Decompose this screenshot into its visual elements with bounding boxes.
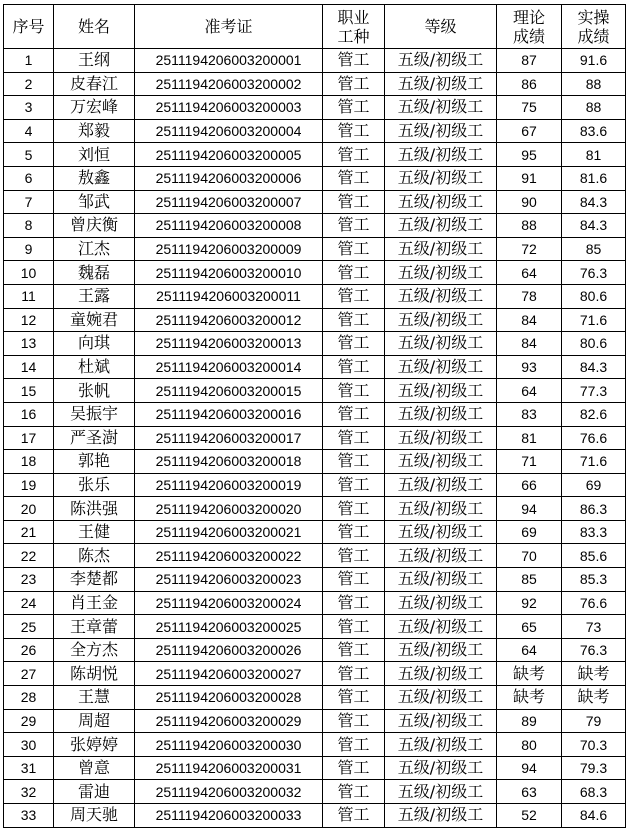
cell-level: 五级/初级工 — [385, 190, 497, 214]
table-row — [4, 591, 626, 615]
cell-name: 皮春江 — [54, 72, 135, 96]
cell-seq: 28 — [4, 686, 54, 710]
table-row — [4, 638, 626, 662]
table-row — [4, 568, 626, 592]
table-row — [4, 355, 626, 379]
cell-name: 陈杰 — [54, 544, 135, 568]
cell-job: 管工 — [323, 756, 385, 780]
cell-job: 管工 — [323, 544, 385, 568]
table-row — [4, 308, 626, 332]
table-row — [4, 497, 626, 521]
cell-ticket: 2511194206003200020 — [135, 497, 323, 521]
header-ticket: 准考证 — [135, 5, 323, 49]
cell-level: 五级/初级工 — [385, 166, 497, 190]
cell-job: 管工 — [323, 450, 385, 474]
cell-practice: 85.3 — [562, 568, 626, 592]
cell-level: 五级/初级工 — [385, 72, 497, 96]
cell-job: 管工 — [323, 166, 385, 190]
cell-theory: 78 — [497, 284, 562, 308]
cell-job: 管工 — [323, 96, 385, 120]
cell-theory: 65 — [497, 615, 562, 639]
cell-level: 五级/初级工 — [385, 780, 497, 804]
cell-level: 五级/初级工 — [385, 686, 497, 710]
cell-seq: 31 — [4, 756, 54, 780]
cell-ticket: 2511194206003200023 — [135, 568, 323, 592]
cell-job: 管工 — [323, 214, 385, 238]
header-practice — [562, 5, 626, 49]
cell-ticket: 2511194206003200004 — [135, 119, 323, 143]
table-row — [4, 379, 626, 403]
cell-seq: 32 — [4, 780, 54, 804]
cell-theory: 89 — [497, 709, 562, 733]
cell-level: 五级/初级工 — [385, 709, 497, 733]
cell-ticket: 2511194206003200033 — [135, 804, 323, 828]
cell-job: 管工 — [323, 733, 385, 757]
cell-ticket: 2511194206003200009 — [135, 237, 323, 261]
cell-name: 全方杰 — [54, 638, 135, 662]
table-row — [4, 166, 626, 190]
cell-job: 管工 — [323, 638, 385, 662]
cell-name: 王章蕾 — [54, 615, 135, 639]
cell-theory: 87 — [497, 49, 562, 73]
cell-seq: 18 — [4, 450, 54, 474]
cell-level: 五级/初级工 — [385, 119, 497, 143]
cell-job: 管工 — [323, 355, 385, 379]
cell-ticket: 2511194206003200002 — [135, 72, 323, 96]
cell-level: 五级/初级工 — [385, 450, 497, 474]
cell-seq: 22 — [4, 544, 54, 568]
cell-ticket: 2511194206003200012 — [135, 308, 323, 332]
cell-name: 邹武 — [54, 190, 135, 214]
cell-name: 肖王金 — [54, 591, 135, 615]
cell-theory: 63 — [497, 780, 562, 804]
cell-seq: 23 — [4, 568, 54, 592]
table-body — [4, 49, 626, 828]
cell-ticket: 2511194206003200030 — [135, 733, 323, 757]
cell-name: 王慧 — [54, 686, 135, 710]
cell-seq: 30 — [4, 733, 54, 757]
table-row — [4, 780, 626, 804]
cell-level: 五级/初级工 — [385, 520, 497, 544]
cell-seq: 11 — [4, 284, 54, 308]
cell-name: 刘恒 — [54, 143, 135, 167]
cell-ticket: 2511194206003200027 — [135, 662, 323, 686]
cell-level: 五级/初级工 — [385, 591, 497, 615]
table-row — [4, 450, 626, 474]
cell-theory: 84 — [497, 332, 562, 356]
header-job — [323, 5, 385, 49]
table-row — [4, 49, 626, 73]
cell-practice: 84.3 — [562, 190, 626, 214]
cell-practice: 80.6 — [562, 332, 626, 356]
cell-seq: 25 — [4, 615, 54, 639]
cell-theory: 83 — [497, 402, 562, 426]
table-header — [4, 5, 626, 49]
cell-ticket: 2511194206003200006 — [135, 166, 323, 190]
cell-practice: 81 — [562, 143, 626, 167]
cell-theory: 95 — [497, 143, 562, 167]
cell-seq: 19 — [4, 473, 54, 497]
cell-level: 五级/初级工 — [385, 638, 497, 662]
cell-ticket: 2511194206003200010 — [135, 261, 323, 285]
header-level: 等级 — [385, 5, 497, 49]
cell-practice: 88 — [562, 96, 626, 120]
cell-practice: 68.3 — [562, 780, 626, 804]
cell-practice: 69 — [562, 473, 626, 497]
cell-name: 李楚都 — [54, 568, 135, 592]
cell-practice: 84.6 — [562, 804, 626, 828]
cell-seq: 27 — [4, 662, 54, 686]
cell-name: 严圣澍 — [54, 426, 135, 450]
cell-level: 五级/初级工 — [385, 284, 497, 308]
cell-practice: 77.3 — [562, 379, 626, 403]
table-row — [4, 96, 626, 120]
table-row — [4, 237, 626, 261]
header-practice-line2: 成绩 — [577, 26, 610, 46]
cell-level: 五级/初级工 — [385, 804, 497, 828]
cell-theory: 75 — [497, 96, 562, 120]
cell-ticket: 2511194206003200028 — [135, 686, 323, 710]
cell-ticket: 2511194206003200032 — [135, 780, 323, 804]
header-theory-line2: 成绩 — [512, 26, 545, 46]
cell-level: 五级/初级工 — [385, 544, 497, 568]
cell-seq: 5 — [4, 143, 54, 167]
table-row — [4, 709, 626, 733]
cell-theory: 94 — [497, 756, 562, 780]
cell-seq: 21 — [4, 520, 54, 544]
cell-theory: 92 — [497, 591, 562, 615]
cell-seq: 9 — [4, 237, 54, 261]
table-row — [4, 284, 626, 308]
cell-theory: 67 — [497, 119, 562, 143]
cell-ticket: 2511194206003200021 — [135, 520, 323, 544]
cell-ticket: 2511194206003200016 — [135, 402, 323, 426]
header-job-line1: 职业 — [337, 7, 370, 27]
cell-level: 五级/初级工 — [385, 568, 497, 592]
table-row — [4, 426, 626, 450]
header-theory — [497, 5, 562, 49]
cell-ticket: 2511194206003200026 — [135, 638, 323, 662]
cell-job: 管工 — [323, 662, 385, 686]
cell-name: 曾意 — [54, 756, 135, 780]
cell-job: 管工 — [323, 686, 385, 710]
cell-name: 陈洪强 — [54, 497, 135, 521]
cell-ticket: 2511194206003200007 — [135, 190, 323, 214]
cell-job: 管工 — [323, 72, 385, 96]
cell-job: 管工 — [323, 261, 385, 285]
cell-practice: 83.6 — [562, 119, 626, 143]
cell-name: 王健 — [54, 520, 135, 544]
header-job-line2: 工种 — [337, 26, 370, 46]
cell-seq: 24 — [4, 591, 54, 615]
cell-practice: 86.3 — [562, 497, 626, 521]
table-row — [4, 214, 626, 238]
cell-ticket: 2511194206003200031 — [135, 756, 323, 780]
table-row — [4, 143, 626, 167]
table-row — [4, 615, 626, 639]
cell-practice: 76.6 — [562, 591, 626, 615]
table-row — [4, 119, 626, 143]
cell-name: 吴振宇 — [54, 402, 135, 426]
cell-theory: 71 — [497, 450, 562, 474]
cell-seq: 6 — [4, 166, 54, 190]
cell-practice: 85 — [562, 237, 626, 261]
cell-seq: 16 — [4, 402, 54, 426]
header-name: 姓名 — [54, 5, 135, 49]
cell-level: 五级/初级工 — [385, 308, 497, 332]
cell-theory: 91 — [497, 166, 562, 190]
header-seq: 序号 — [4, 5, 54, 49]
cell-name: 江杰 — [54, 237, 135, 261]
cell-level: 五级/初级工 — [385, 402, 497, 426]
cell-level: 五级/初级工 — [385, 332, 497, 356]
cell-theory: 64 — [497, 379, 562, 403]
cell-name: 张帆 — [54, 379, 135, 403]
cell-ticket: 2511194206003200025 — [135, 615, 323, 639]
table-row — [4, 473, 626, 497]
cell-job: 管工 — [323, 497, 385, 521]
cell-seq: 1 — [4, 49, 54, 73]
cell-theory: 86 — [497, 72, 562, 96]
cell-name: 张乐 — [54, 473, 135, 497]
cell-name: 万宏峰 — [54, 96, 135, 120]
cell-seq: 15 — [4, 379, 54, 403]
cell-name: 郭艳 — [54, 450, 135, 474]
table-row — [4, 804, 626, 828]
cell-practice: 71.6 — [562, 450, 626, 474]
cell-practice: 缺考 — [562, 662, 626, 686]
cell-job: 管工 — [323, 49, 385, 73]
cell-job: 管工 — [323, 308, 385, 332]
table-row — [4, 190, 626, 214]
table-row — [4, 686, 626, 710]
cell-level: 五级/初级工 — [385, 473, 497, 497]
cell-level: 五级/初级工 — [385, 143, 497, 167]
cell-job: 管工 — [323, 520, 385, 544]
cell-name: 周超 — [54, 709, 135, 733]
cell-seq: 14 — [4, 355, 54, 379]
cell-practice: 70.3 — [562, 733, 626, 757]
cell-seq: 3 — [4, 96, 54, 120]
cell-practice: 80.6 — [562, 284, 626, 308]
cell-seq: 12 — [4, 308, 54, 332]
cell-theory: 93 — [497, 355, 562, 379]
cell-level: 五级/初级工 — [385, 214, 497, 238]
cell-level: 五级/初级工 — [385, 261, 497, 285]
cell-seq: 33 — [4, 804, 54, 828]
cell-name: 张婷婷 — [54, 733, 135, 757]
cell-theory: 88 — [497, 214, 562, 238]
cell-seq: 4 — [4, 119, 54, 143]
cell-practice: 缺考 — [562, 686, 626, 710]
cell-seq: 17 — [4, 426, 54, 450]
cell-level: 五级/初级工 — [385, 426, 497, 450]
header-practice-line1: 实操 — [577, 7, 610, 27]
table-row — [4, 544, 626, 568]
cell-practice: 79.3 — [562, 756, 626, 780]
cell-name: 周天驰 — [54, 804, 135, 828]
cell-job: 管工 — [323, 615, 385, 639]
cell-theory: 70 — [497, 544, 562, 568]
cell-name: 雷迪 — [54, 780, 135, 804]
cell-theory: 64 — [497, 261, 562, 285]
cell-ticket: 2511194206003200014 — [135, 355, 323, 379]
cell-theory: 缺考 — [497, 662, 562, 686]
table-row — [4, 520, 626, 544]
cell-theory: 80 — [497, 733, 562, 757]
cell-job: 管工 — [323, 332, 385, 356]
cell-practice: 81.6 — [562, 166, 626, 190]
cell-theory: 94 — [497, 497, 562, 521]
cell-practice: 91.6 — [562, 49, 626, 73]
cell-name: 曾庆衡 — [54, 214, 135, 238]
table-row — [4, 72, 626, 96]
cell-job: 管工 — [323, 402, 385, 426]
cell-practice: 71.6 — [562, 308, 626, 332]
cell-practice: 76.3 — [562, 638, 626, 662]
table-row — [4, 261, 626, 285]
table-row — [4, 662, 626, 686]
cell-job: 管工 — [323, 237, 385, 261]
cell-practice: 84.3 — [562, 214, 626, 238]
table-row — [4, 332, 626, 356]
cell-theory: 64 — [497, 638, 562, 662]
cell-theory: 52 — [497, 804, 562, 828]
cell-job: 管工 — [323, 591, 385, 615]
cell-level: 五级/初级工 — [385, 662, 497, 686]
cell-level: 五级/初级工 — [385, 733, 497, 757]
cell-seq: 13 — [4, 332, 54, 356]
cell-practice: 73 — [562, 615, 626, 639]
cell-seq: 10 — [4, 261, 54, 285]
cell-job: 管工 — [323, 780, 385, 804]
cell-ticket: 2511194206003200022 — [135, 544, 323, 568]
cell-name: 敖鑫 — [54, 166, 135, 190]
cell-name: 陈胡悦 — [54, 662, 135, 686]
cell-theory: 85 — [497, 568, 562, 592]
cell-seq: 26 — [4, 638, 54, 662]
cell-level: 五级/初级工 — [385, 756, 497, 780]
cell-level: 五级/初级工 — [385, 355, 497, 379]
table-row — [4, 733, 626, 757]
cell-level: 五级/初级工 — [385, 497, 497, 521]
cell-ticket: 2511194206003200011 — [135, 284, 323, 308]
cell-practice: 79 — [562, 709, 626, 733]
header-theory-line1: 理论 — [512, 7, 545, 27]
cell-ticket: 2511194206003200013 — [135, 332, 323, 356]
cell-theory: 缺考 — [497, 686, 562, 710]
cell-ticket: 2511194206003200015 — [135, 379, 323, 403]
cell-job: 管工 — [323, 190, 385, 214]
cell-theory: 69 — [497, 520, 562, 544]
cell-level: 五级/初级工 — [385, 237, 497, 261]
cell-seq: 8 — [4, 214, 54, 238]
table-row — [4, 756, 626, 780]
cell-ticket: 2511194206003200003 — [135, 96, 323, 120]
cell-job: 管工 — [323, 426, 385, 450]
cell-ticket: 2511194206003200019 — [135, 473, 323, 497]
cell-theory: 66 — [497, 473, 562, 497]
cell-ticket: 2511194206003200008 — [135, 214, 323, 238]
cell-seq: 20 — [4, 497, 54, 521]
cell-job: 管工 — [323, 119, 385, 143]
header-row — [4, 5, 626, 49]
cell-level: 五级/初级工 — [385, 615, 497, 639]
cell-seq: 29 — [4, 709, 54, 733]
cell-practice: 76.6 — [562, 426, 626, 450]
cell-name: 王纲 — [54, 49, 135, 73]
cell-ticket: 2511194206003200001 — [135, 49, 323, 73]
cell-practice: 88 — [562, 72, 626, 96]
table-row — [4, 402, 626, 426]
cell-ticket: 2511194206003200017 — [135, 426, 323, 450]
cell-name: 向琪 — [54, 332, 135, 356]
score-table — [3, 4, 626, 828]
cell-theory: 84 — [497, 308, 562, 332]
cell-practice: 83.3 — [562, 520, 626, 544]
cell-ticket: 2511194206003200018 — [135, 450, 323, 474]
cell-practice: 84.3 — [562, 355, 626, 379]
cell-level: 五级/初级工 — [385, 379, 497, 403]
cell-name: 魏磊 — [54, 261, 135, 285]
cell-name: 王露 — [54, 284, 135, 308]
cell-theory: 81 — [497, 426, 562, 450]
cell-job: 管工 — [323, 284, 385, 308]
cell-job: 管工 — [323, 568, 385, 592]
cell-name: 杜斌 — [54, 355, 135, 379]
cell-job: 管工 — [323, 379, 385, 403]
cell-job: 管工 — [323, 804, 385, 828]
cell-theory: 72 — [497, 237, 562, 261]
cell-theory: 90 — [497, 190, 562, 214]
cell-job: 管工 — [323, 143, 385, 167]
cell-practice: 85.6 — [562, 544, 626, 568]
cell-level: 五级/初级工 — [385, 96, 497, 120]
cell-seq: 7 — [4, 190, 54, 214]
cell-name: 童婉君 — [54, 308, 135, 332]
cell-level: 五级/初级工 — [385, 49, 497, 73]
cell-ticket: 2511194206003200029 — [135, 709, 323, 733]
cell-job: 管工 — [323, 709, 385, 733]
cell-ticket: 2511194206003200005 — [135, 143, 323, 167]
cell-seq: 2 — [4, 72, 54, 96]
cell-job: 管工 — [323, 473, 385, 497]
cell-ticket: 2511194206003200024 — [135, 591, 323, 615]
cell-practice: 76.3 — [562, 261, 626, 285]
cell-name: 郑毅 — [54, 119, 135, 143]
cell-practice: 82.6 — [562, 402, 626, 426]
